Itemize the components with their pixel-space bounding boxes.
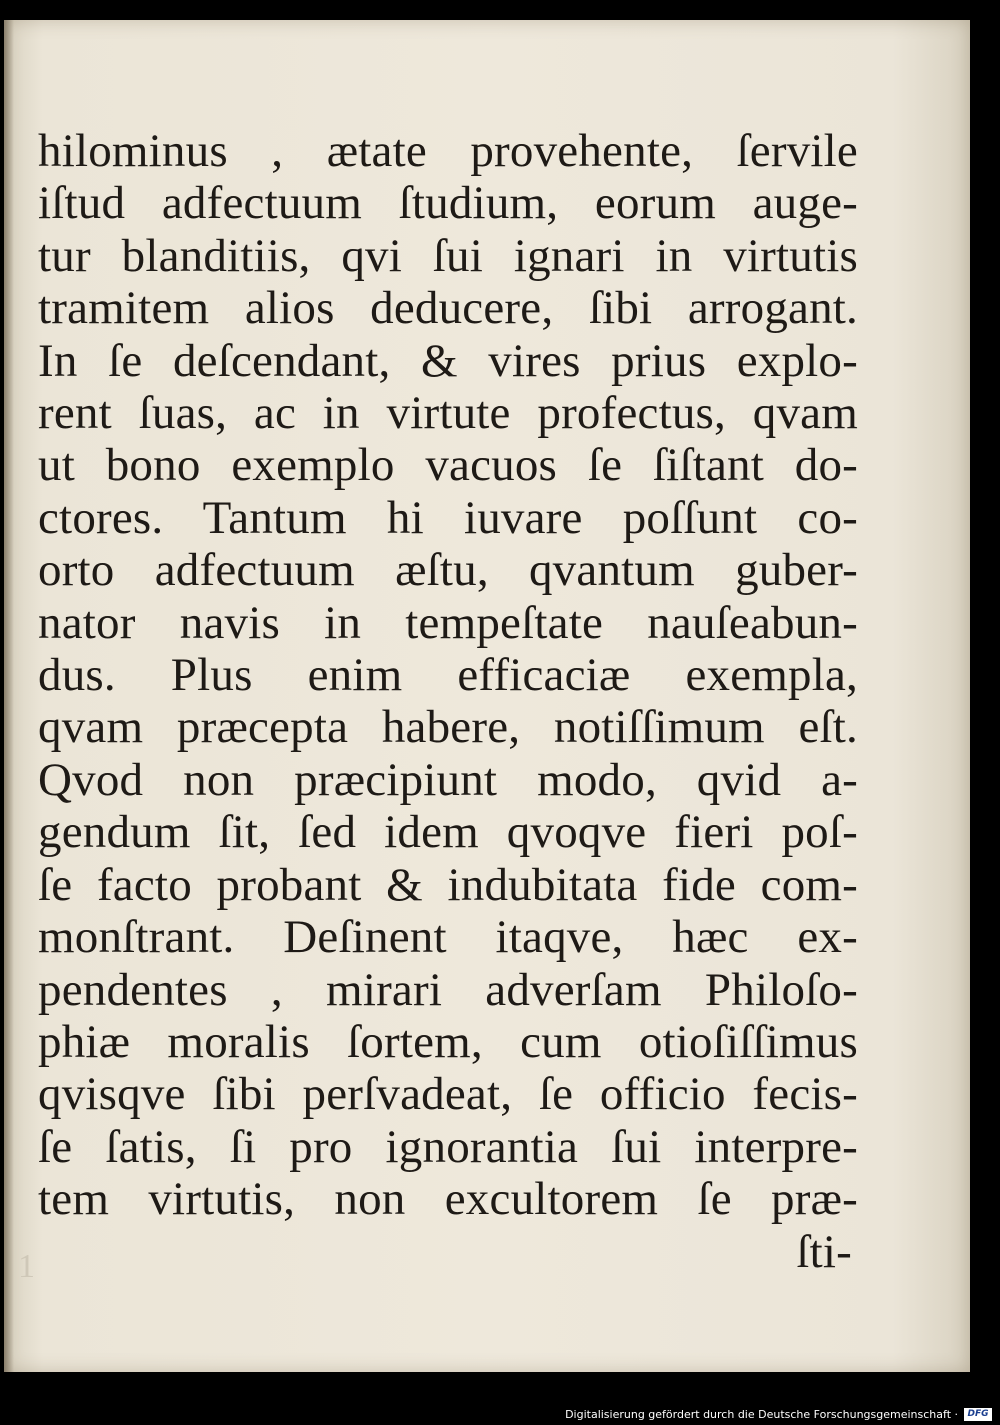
text-line: In ſe deſcendant, & vires prius explo- [38, 334, 858, 387]
text-line: ſe facto probant & indubitata fide com- [38, 858, 858, 911]
text-line: qvisqve ſibi perſvadeat, ſe officio fecis- [38, 1068, 858, 1121]
page-text [38, 125, 858, 1278]
text-line: iſtud adfectuum ſtudium, eorum auge- [38, 177, 858, 230]
text-line: phiæ moralis ſortem, cum otioſiſſimus [38, 1015, 858, 1068]
text-line: hilominus , ætate provehente, ſervile [38, 125, 858, 177]
text-line: ctores. Tantum hi iuvare poſſunt co- [38, 491, 858, 544]
text-line: tur blanditiis, qvi ſui ignari in virtutis [38, 229, 858, 282]
text-line: tramitem alios deducere, ſibi arrogant. [38, 282, 858, 335]
catchword: ſti- [796, 1225, 852, 1278]
text-line: gendum ſit, ſed idem qvoqve fieri poſ- [38, 806, 858, 859]
text-line: ut bono exemplo vacuos ſe ſiſtant do- [38, 439, 858, 492]
text-line: orto adfectuum æſtu, qvantum guber- [38, 544, 858, 597]
text-line: pendentes , mirari adverſam Philoſo- [38, 963, 858, 1016]
book-page [4, 20, 970, 1372]
dfg-logo-icon: DFG [964, 1408, 992, 1421]
text-line: dus. Plus enim efficaciæ exempla, [38, 649, 858, 702]
text-line: tem virtutis, non excultorem ſe præ- [38, 1173, 858, 1226]
text-line: ſe ſatis, ſi pro ignorantia ſui interpre- [38, 1120, 858, 1173]
text-line: qvam præcepta habere, notiſſimum eſt. [38, 701, 858, 754]
show-through-page-number: 1 [18, 1248, 35, 1285]
text-line: nator navis in tempeſtate nauſeabun- [38, 596, 858, 649]
page-gutter-shadow [4, 20, 14, 1372]
text-line: rent ſuas, ac in virtute profectus, qvam [38, 387, 858, 440]
funding-credit: Digitalisierung gefördert durch die Deutsche Forschungsgemeinschaft · [565, 1408, 958, 1421]
text-line: Qvod non præcipiunt modo, qvid a- [38, 753, 858, 806]
text-line: monſtrant. Deſinent itaqve, hæc ex- [38, 911, 858, 964]
